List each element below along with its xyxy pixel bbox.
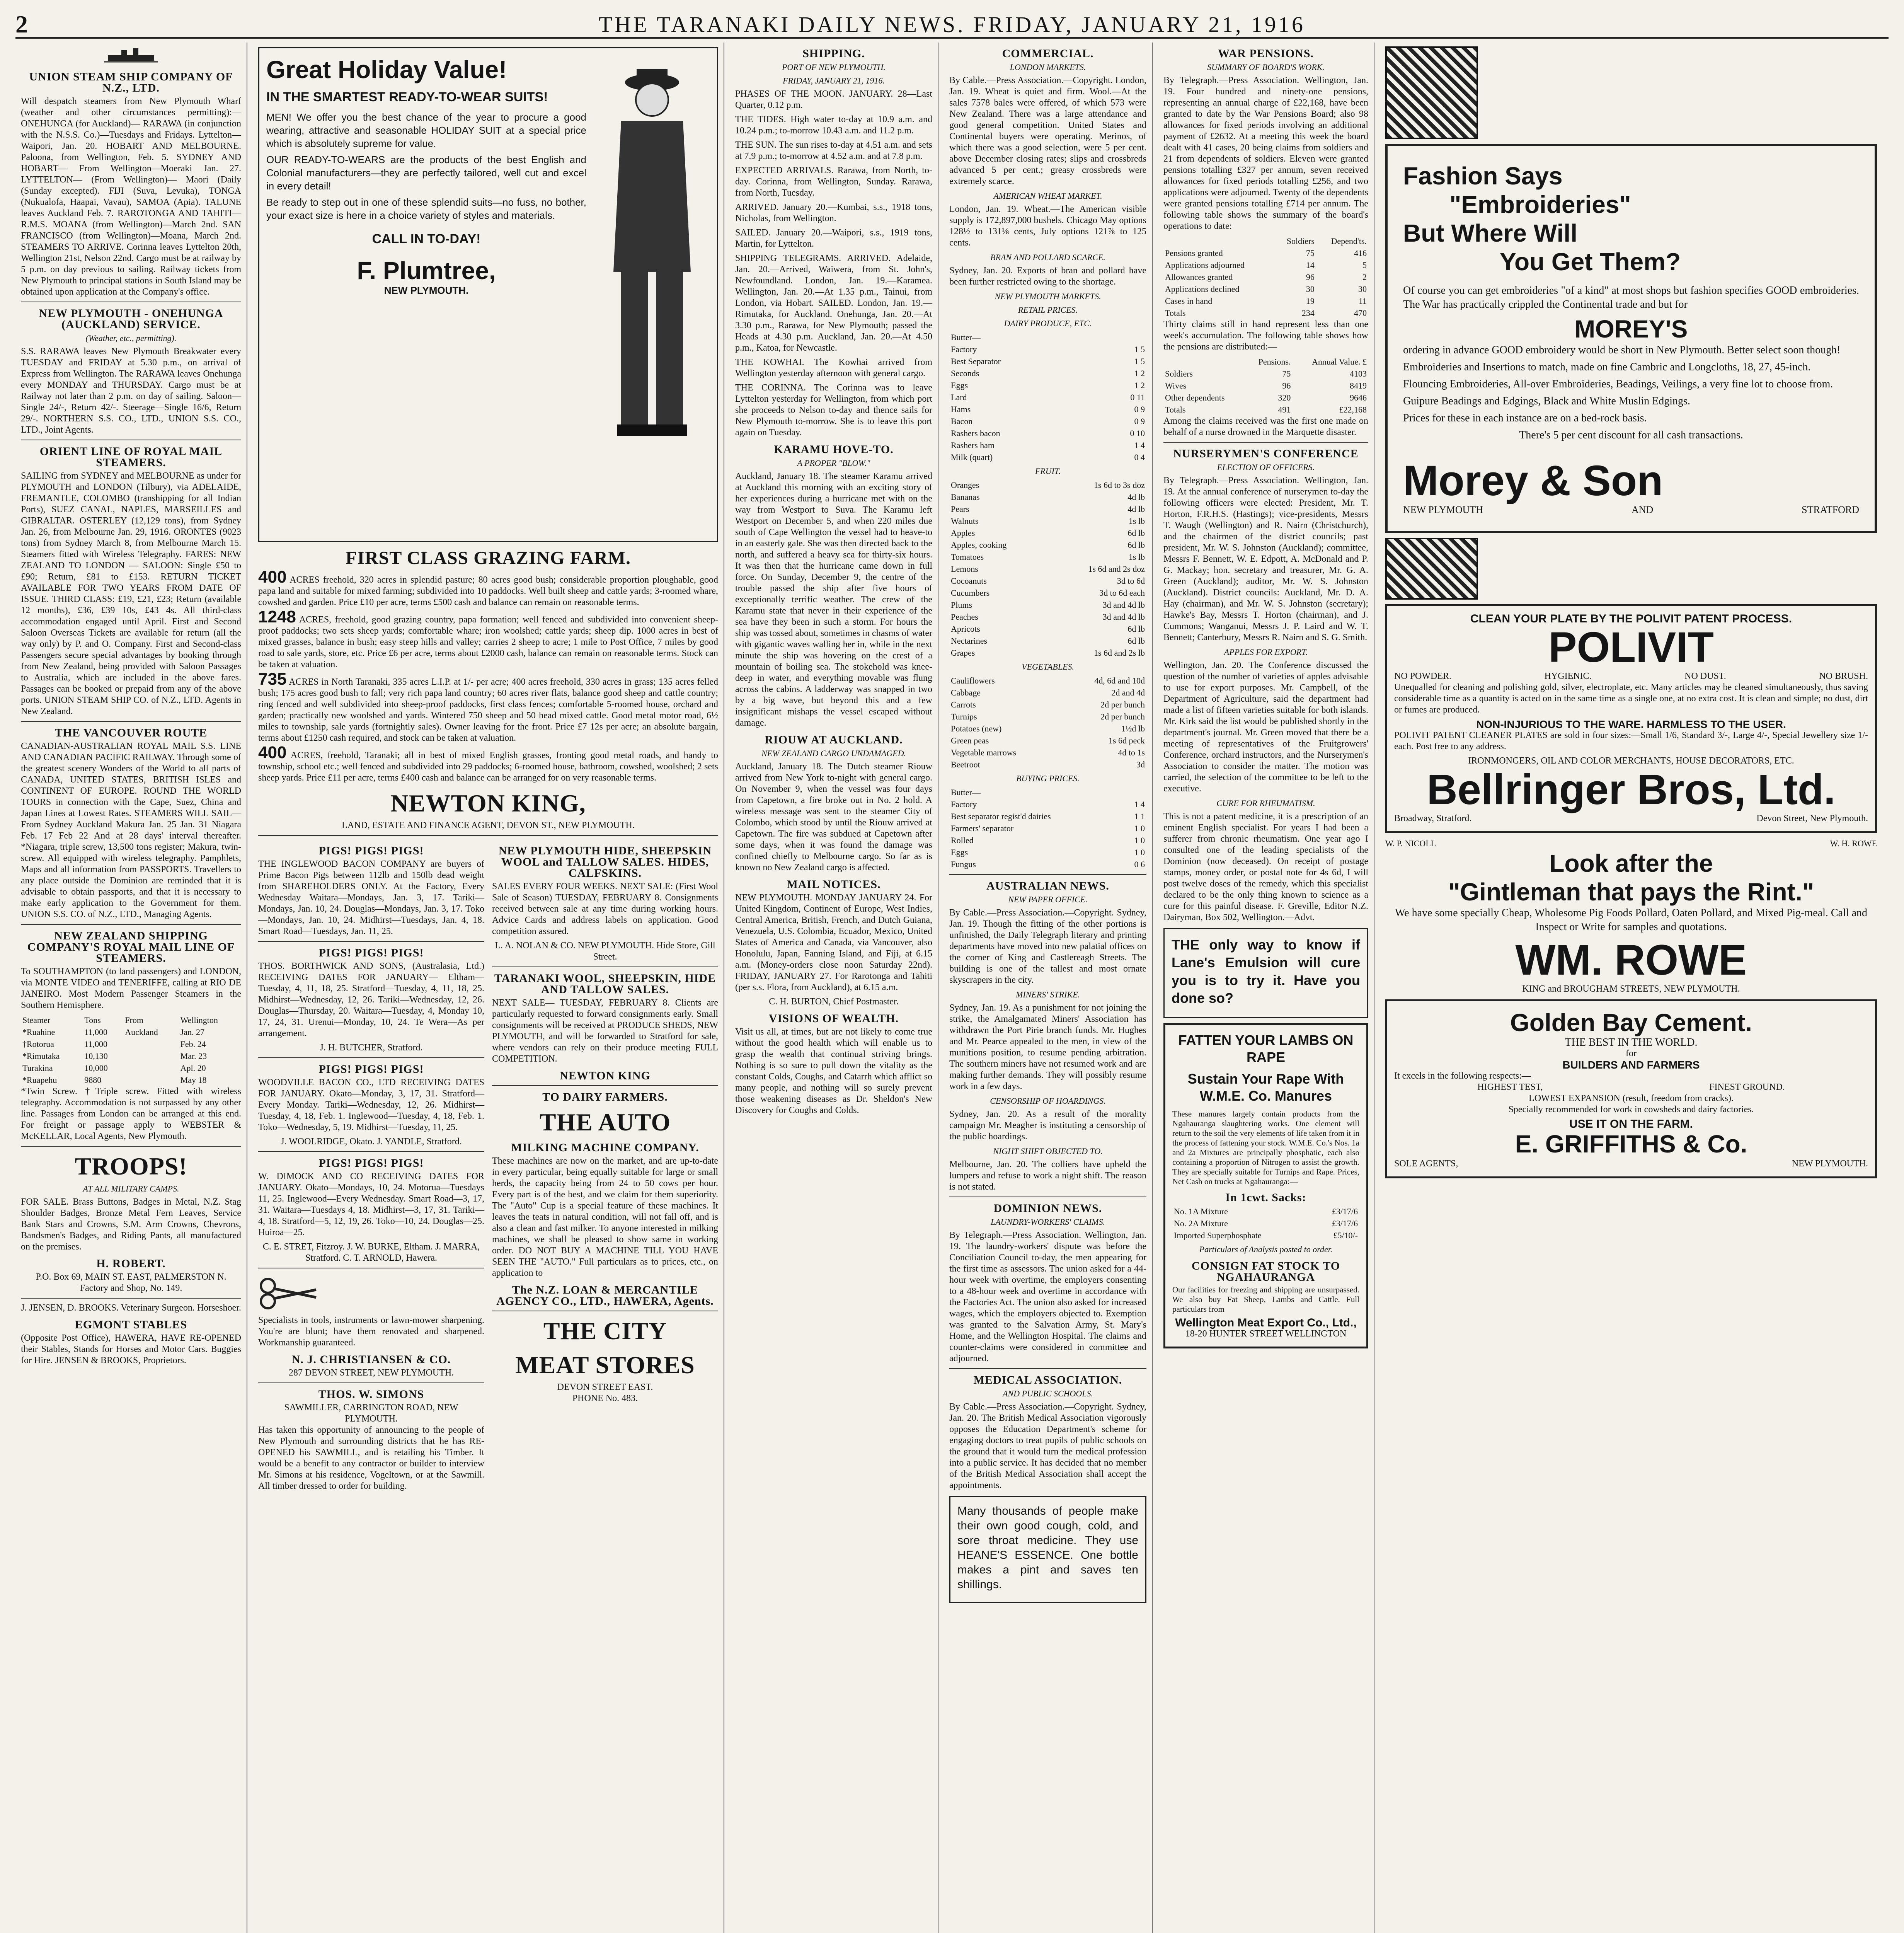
table-row: Imported Superphosphate £5/10/- (1174, 1231, 1358, 1240)
bran-title: BRAN AND POLLARD SCARCE. (990, 252, 1105, 262)
pigs-inglewood-body: THE INGLEWOOD BACON COMPANY are buyers of Prime Bacon Pigs between 112lb and 150lb dead weight from SHAREHOLDERS ONLY. At the Factory, Every Wednesday Waitara—Mondays, Jan. 3, 17. Tariki—Mondays, Jan. 10, 24. Douglas—Mondays, Jan. 3, 17. Toko—Mondays, Jan. 10, 24. Midhirst—Tuesdays, Jan. 4, 18. Smart Road—Tuesdays, Jan. 11, 25. (258, 859, 484, 936)
bellringer-addresses: Broadway, Stratford. Devon Street, New Plymouth. (1394, 813, 1868, 823)
rheumatism-body: This is not a patent medicine, it is a prescription of an eminent English specialist. For years I had been a sufferer from chronic rheumatism. One year ago I consulted one of the leading specialists of the Dominion (now deceased). On receipt of postage stamps, money order, or postal note for 4s 6d, I will post twelve doses of the remedy, which this specialist declared to be the only thing known to science as a cure for this painful disease. F. Greville, Editor N.Z. Dairyman, Box 502, Wellington.—Advt. (1163, 811, 1368, 922)
pensions-table-2 (1163, 356, 1368, 416)
fruit-title: FRUIT. (1035, 466, 1061, 476)
table-row: Butter— (951, 332, 981, 342)
fruit-table (949, 479, 1146, 659)
table-row: Lemons 1s 6d and 2s doz (951, 564, 1145, 574)
nurserymen-sub: ELECTION OF OFFICERS. (1217, 462, 1315, 472)
simons-title: SAWMILLER, CARRINGTON ROAD, NEW PLYMOUTH. (284, 1403, 458, 1424)
pigs-borthwick-body: THOS. BORTHWICK AND SONS, (Australasia, Ltd.) RECEIVING DATES FOR JANUARY— Eltham—Tuesday, 4, 11, 18, 25. Stratford—Tuesday, 4, 11, 18, 25. Midhirst—Wednesday, 12, 26. Tariki—Wednesday, 12, 26. Douglas—Thursday, 20. Waitara—Tuesday, 4, Monday 10, 17, 24, 31. Urenui—Monday, 10, 24. Te Wera—As per arrangement. (258, 961, 484, 1038)
bran-body: Sydney, Jan. 20. Exports of bran and pollard have been further restricted owing to the shortage. (949, 266, 1146, 287)
dairy-title: DAIRY PRODUCE, ETC. (1004, 319, 1092, 328)
riouw-title: RIOUW AT AUCKLAND. (765, 733, 903, 746)
table-row: Apricots 6d lb (951, 624, 1145, 634)
column-shipping-news (730, 43, 938, 1933)
rheumatism-title: CURE FOR RHEUMATISM. (1216, 798, 1315, 808)
table-row: Bacon 0 9 (951, 416, 1145, 426)
rape-sub: Sustain Your Rape With W.M.E. Co. Manures (1187, 1071, 1344, 1104)
table-row: Cases in hand 19 11 (1165, 296, 1367, 306)
medical-title: MEDICAL ASSOCIATION. (973, 1374, 1122, 1386)
commercial-title: COMMERCIAL. (1002, 47, 1094, 60)
table-row: Vegetable marrows 4d to 1s (951, 748, 1145, 757)
hides1-body: SALES EVERY FOUR WEEKS. NEXT SALE: (First Wool Sale of Season) TUESDAY, FEBRUARY 8. Consignments received between sale at any time during working hours. Advice Cards and address labels on application. Good competition assured. (492, 881, 718, 936)
shipping-title: SHIPPING. (802, 47, 865, 60)
table-row: Seconds 1 2 (951, 368, 1145, 378)
man-in-suit-illustration (594, 55, 710, 442)
table-row: Walnuts 1s lb (951, 516, 1145, 526)
plumtree-town: NEW PLYMOUTH. (384, 285, 469, 296)
troops-name: H. ROBERT. (96, 1257, 166, 1270)
table-row: Lard 0 11 (951, 392, 1145, 402)
onehunga-body: S.S. RARAWA leaves New Plymouth Breakwater every TUESDAY and FRIDAY at 5.30 p.m., on arrival of Express from Wellington. The RARAWA leaves Onehunga every MONDAY and THURSDAY. Cargo must be at Railway not later than 2 p.m. on day of sailing. Saloon—Single 24/-, Return 42/-. Steerage—Single 16/6, Return 29/-. NORTHERN S.S. CO., LTD., UNION S.S. CO., LTD., Joint Agents. (21, 346, 241, 435)
karamu-sub: A PROPER "BLOW." (797, 458, 870, 468)
rowe-body: We have some specially Cheap, Wholesome Pig Foods Pollard, Oaten Pollard, and Mixed Pig-meal. Call and Inspect or Write for samples and quotations. (1395, 907, 1867, 933)
medical-sub: AND PUBLIC SCHOOLS. (1002, 1389, 1093, 1398)
rape-consign-body: Our facilities for freezing and shipping are unsurpassed. We also buy Fat Sheep, Lambs and Cattle. Full particulars from (1172, 1285, 1359, 1314)
table-row: Pears 4d lb (951, 504, 1145, 514)
decorative-ornament-icon (1385, 538, 1478, 600)
plumtree-headline: Great Holiday Value! (266, 56, 507, 84)
cement-title: Golden Bay Cement. (1510, 1009, 1752, 1036)
morey-line-2: "Embroideries" (1449, 191, 1631, 218)
morey-body-2: ordering in advance GOOD embroidery would be short in New Plymouth. Better select soon though! (1403, 344, 1841, 356)
farm-title: FIRST CLASS GRAZING FARM. (346, 548, 631, 568)
wheat-title: AMERICAN WHEAT MARKET. (993, 191, 1102, 201)
troops-body: FOR SALE. Brass Buttons, Badges in Metal, N.Z. Stag Shoulder Badges, Bronze Metal Fern Leaves, Service Bank Stars and Crowns, S.M. Arm Crowns, Chevrons, Bandsmen's Badges, and Riding Pants, all manufactured on the premises. (21, 1197, 241, 1252)
jensen-body: (Opposite Post Office), HAWERA, HAVE RE-OPENED their Stables, Stands for Horses and Motor Cars. Buggies for Hire. JENSEN & BROOKS, Proprietors. (21, 1333, 241, 1365)
table-row: Turnips 2d per bunch (951, 712, 1145, 721)
plumtree-body-1: MEN! We offer you the best chance of the year to procure a good wearing, attractive and seasonable HOLIDAY SUIT at a special price which is absolutely supreme for value. (266, 111, 586, 149)
pigs-borthwick-title: PIGS! PIGS! PIGS! (318, 946, 424, 959)
paper-title: NEW PAPER OFFICE. (1008, 895, 1088, 904)
pensions-title: WAR PENSIONS. (1218, 47, 1314, 60)
column-ads-wide (253, 43, 724, 1933)
city-title: THE CITY (543, 1317, 667, 1345)
table-row: Totals 234 470 (1165, 308, 1367, 318)
city-address: DEVON STREET EAST. (557, 1382, 653, 1392)
night-body: Melbourne, Jan. 20. The colliers have upheld the lumpers and refuse to work a night shift. The reason is not stated. (949, 1159, 1146, 1192)
night-title: NIGHT SHIFT OBJECTED TO. (993, 1146, 1103, 1156)
table-row: Eggs 1 0 (951, 847, 1145, 857)
expected-arrivals: EXPECTED ARRIVALS. Rarawa, from North, to-day. Corinna, from Wellington, Sunday. Rarawa, from North, Tuesday. (735, 165, 932, 198)
hides2-title: TARANAKI WOOL, SHEEPSKIN, HIDE AND TALLOW SALES. (494, 972, 716, 996)
newspaper-title: THE TARANAKI DAILY NEWS. FRIDAY, JANUARY 21, 1916 (598, 12, 1306, 37)
farm-listings (258, 568, 718, 784)
cement-for: for (1626, 1048, 1637, 1059)
kowhai: THE KOWHAI. The Kowhai arrived from Wellington yesterday afternoon with general cargo. (735, 357, 932, 378)
newton-king-firm: NEWTON KING, (390, 789, 586, 817)
table-row: Peaches 3d and 4d lb (951, 612, 1145, 622)
table-row: Rashers bacon 0 10 (951, 428, 1145, 438)
nzshipping-body: To SOUTHAMPTON (to land passengers) and LONDON, via MONTE VIDEO and TENERIFFE, calling at RIO DE JANEIRO. Most Modern Passenger Steamers in the Southern Hemisphere. (21, 966, 241, 1010)
nurserymen-body: By Telegraph.—Press Association. Wellington, Jan. 19. At the annual conference of nurserymen to-day the following officers were elected: President, Mr. T. Horton, F.R.H.S. (Hastings); vice-presidents, Messrs T. Waugh (Wellington) and R. Nairn (Christchurch), and the chairmen of the district councils; past president, Mr. W. S. Johnston (Auckland); committee, Messrs F. Bennett, W. E. Edpott, A. McDonald and P. G. Mackay; hon. secretary and treasurer, Mr. G. A. Green (Auckland); auditor, Mr. W. S. Johnston (Auckland). District councils: Auckland, Mr. D. A. Hay (chairman), and Mr. W. S. Johnston (secretary); Hawke's Bay, Messrs T. Horton (chairman), and J. Cummons; Wanganui, Messrs J. P. Laird and W. T. Bennett; Canterbury, Messrs R. Nairn and S. G. Smith. (1163, 476, 1368, 643)
pigs-dimock-agent: C. E. STRET, Fitzroy. J. W. BURKE, Eltham. J. MARRA, Stratford. C. T. ARNOLD, Hawera. (262, 1242, 480, 1263)
pigs-borthwick-agent: J. H. BUTCHER, Stratford. (320, 1043, 423, 1053)
postmaster: C. H. BURTON, Chief Postmaster. (769, 997, 899, 1007)
sales-column (492, 840, 718, 1495)
city-title-2: MEAT STORES (515, 1351, 695, 1379)
city-phone: PHONE No. 483. (572, 1393, 638, 1403)
table-row: Fungus 0 6 (951, 859, 1145, 869)
steamship-icon (21, 43, 241, 66)
lanes-ad (1163, 928, 1368, 1018)
buying-title: BUYING PRICES. (1016, 774, 1080, 783)
table-row: *Ruapehu 9880 May 18 (22, 1075, 207, 1085)
pensions-body-2: Thirty claims still in hand represent less than one week's accumulation. The following table shows how the pensions are distributed:— (1163, 319, 1368, 352)
morey-body-5: Guipure Beadings and Edgings, Black and White Muslin Edgings. (1403, 395, 1690, 407)
shipping-port: PORT OF NEW PLYMOUTH. (782, 62, 886, 72)
plumtree-call: CALL IN TO-DAY! (372, 232, 481, 246)
table-row: Oranges 1s 6d to 3s doz (951, 480, 1145, 490)
troops-sub: AT ALL MILITARY CAMPS. (83, 1184, 179, 1193)
lanes-text: THE only way to know if Lane's Emulsion will cure you is to try it. Have you done so? (1172, 937, 1360, 1006)
mail-title: MAIL NOTICES. (787, 878, 881, 891)
morey-body-3: Embroideries and Insertions to match, made on fine Cambric and Longcloths, 18, 27, 45-inch. (1403, 361, 1811, 373)
laundry-body: By Telegraph.—Press Association. Wellington, Jan. 19. The laundry-workers' dispute was before the Conciliation Council to-day, the men appearing for the first time as assessors. The union asked for a 44-hour week with overtime, the employers consenting to a 48-hour week and overtime in accordance with the Factories Act. The union also asked for increased wages, which the employers objected to. Exemption was granted to the Salvation Army, St. Mary's Home, and the Wellington Hospital. The claims and counter-claims were considered in committee and adjourned. (949, 1230, 1146, 1364)
karamu-title: KARAMU HOVE-TO. (774, 443, 894, 456)
table-row: Nectarines 6d lb (951, 636, 1145, 646)
veg-table (949, 675, 1146, 770)
sun: THE SUN. The sun rises to-day at 4.51 a.m. and sets at 7.9 p.m.; to-morrow at 4.52 a.m. and at 7.8 p.m. (735, 140, 932, 161)
columns (15, 43, 1889, 1933)
london-markets-title: LONDON MARKETS. (1010, 62, 1086, 72)
polivit-claims: NO POWDER. HYGIENIC. NO DUST. NO BRUSH. (1394, 671, 1868, 681)
apples-title: APPLES FOR EXPORT. (1224, 647, 1308, 657)
medical-body: By Cable.—Press Association.—Copyright. Sydney, Jan. 20. The British Medical Association vigorously opposes the Education Department's scheme for engaging doctors to treat pupils of public schools on the ground that it would turn the medical profession into a public service. It has decided that no member of the British Medical Association shall accept the appointments. (949, 1402, 1146, 1490)
table-row: Tomatoes 1s lb (951, 552, 1145, 562)
table-row: Plums 3d and 4d lb (951, 600, 1145, 610)
polivit-ad (1385, 604, 1877, 833)
polivit-sold: IRONMONGERS, OIL AND COLOR MERCHANTS, HOUSE DECORATORS, ETC. (1468, 756, 1794, 766)
dairy-table (949, 331, 1146, 463)
rowe-name: WM. ROWE (1515, 936, 1747, 984)
rowe-line-1: Look after the (1549, 849, 1713, 877)
rape-firm: Wellington Meat Export Co., Ltd., (1175, 1316, 1357, 1329)
table-row: Butter— (951, 788, 981, 797)
table-row: Cauliflowers 4d, 6d and 10d (951, 676, 1145, 685)
page-number: 2 (15, 10, 28, 38)
plumtree-body-2: OUR READY-TO-WEARS are the products of the best English and Colonial manufacturers—they are perfectly tailored, well cut and excel in every detail! (266, 154, 586, 192)
morey-firm: Morey & Son (1403, 457, 1663, 505)
farm-listing: 735 ACRES in North Taranaki, 335 acres L.I.P. at 1/- per acre; 400 acres freehold, 330 acres in grass; 135 acres felled bush; 175 acres good bush to fall; very rich papa land country; 60 acres river flats, balance good sheep and cattle country; ring fenced and well subdivided into sheep-proof paddocks, first class fences; comfortable 5-roomed house, orchard and garden; practically new woolshed and yards. Wintered 750 sheep and 50 head mixed cattle. Good metal motor road, 6½ miles to township, sale yards (fortnightly sales). Owner leaving for the front. Price £7 12s per acre; an absolute bargain, terms about £1250 cash required, and stock can be taken at valuation. (258, 670, 718, 743)
pensions-body: By Telegraph.—Press Association. Wellington, Jan. 19. Four hundred and ninety-one pensions, representing an annual charge of £22,168, have been granted to date by the War Pensions Board; also 98 allowances for fixed periods involving an additional payment of £2632. At a meeting this week the board dealt with 41 cases, 20 being claims from soldiers and 21 from dependents of soldiers. Eleven were granted pensions totalling £327 per annum, seven received allowances for fixed periods totalling £256, and two applications were adjourned. Twenty of the dependents were granted pensions totalling £714 per annum. The following table shows the summary of the board's operations to date: (1163, 75, 1368, 231)
paper-body: By Cable.—Press Association.—Copyright. Sydney, Jan. 19. Though the fitting of the other portions is unfinished, the Daily Telegraph literary and printing departments have moved into new palatial offices on the corner of King and Castlereagh Streets. The building is one of the tallest and most ornate skyscrapers in the city. (949, 908, 1146, 985)
australian-title: AUSTRALIAN NEWS. (986, 880, 1109, 892)
rowe-line-2: "Gintleman that pays the Rint." (1448, 878, 1814, 906)
pensions-sub: SUMMARY OF BOARD'S WORK. (1207, 62, 1325, 72)
veg-title: VEGETABLES. (1022, 662, 1074, 672)
decorative-ornament-icon (1385, 46, 1478, 139)
morey-body: Of course you can get embroideries "of a kind" at most shops but fashion specifies GOOD embroideries. The War has practically crippled the Continental trade and but for (1403, 285, 1859, 310)
table-row: Pensions granted 75 416 (1165, 248, 1367, 258)
table-row: Best separator regist'd dairies 1 1 (951, 811, 1145, 821)
rape-address: 18-20 HUNTER STREET WELLINGTON (1185, 1329, 1347, 1339)
table-header-row: Steamer Tons From Wellington (22, 1015, 218, 1025)
hides2-firm: NEWTON KING (560, 1069, 651, 1082)
table-row: Rashers ham 1 4 (951, 440, 1145, 450)
table-row: Apples, cooking 6d lb (951, 540, 1145, 550)
laundry-title: LAUNDRY-WORKERS' CLAIMS. (990, 1217, 1105, 1227)
heane-ad (949, 1496, 1146, 1603)
vancouver-body: CANADIAN-AUSTRALIAN ROYAL MAIL S.S. LINE AND CANADIAN PACIFIC RAILWAY. Through some of the greatest scenery Wonders of the World to all parts of CANADA, UNITED STATES, BRITISH ISLES and CONTINENT OF EUROPE. ROUND THE WORLD TOURS in connection with the Cape, Suez, China and Japan Lines at Lowest Rates. STEAMERS WILL SAIL— From Sydney Auckland Makura Jan. 25 Jan. 31 Niagara Feb. 17 Feb 22 And at 28 days' interval thereafter. *Niagara, triple screw, 13,500 tons register; Makura, twin-screw. All equipped with wireless telegraphy. Pamphlets, Maps and all information from PASSPORTS. Travellers to any place outside the Dominion are reminded that it is advisable to obtain passports, and that it is necessary to make early application to the Government for them. UNION S.S. CO. of N.Z., LTD., Managing Agents. (21, 741, 241, 919)
auto-sub: MILKING MACHINE COMPANY. (511, 1141, 699, 1154)
table-row: †Rotorua 11,000 Feb. 24 (22, 1039, 206, 1049)
nurserymen-title: NURSERYMEN'S CONFERENCE (1173, 447, 1359, 460)
hides1-title: NEW PLYMOUTH HIDE, SHEEPSKIN WOOL and TALLOW SALES. HIDES, CALFSKINS. (498, 844, 712, 880)
wheat-body: London, Jan. 19. Wheat.—The American visible supply is 172,897,000 bushels. Chicago May options 128½ to 131⅛ cents, July options 121⅞ to 125 cents. (949, 204, 1146, 248)
polivit-headline: CLEAN YOUR PLATE BY THE POLIVIT PATENT PROCESS. (1470, 612, 1792, 625)
rowe-names: W. P. NICOLL W. H. ROWE (1385, 839, 1877, 848)
polivit-harmless: NON-INJURIOUS TO THE WARE. HARMLESS TO THE USER. (1476, 718, 1786, 730)
onehunga-sub: (Weather, etc., permitting). (85, 333, 177, 343)
table-row: Applications adjourned 14 5 (1165, 260, 1367, 270)
orient-body: SAILING from SYDNEY and MELBOURNE as under for PLYMOUTH and LONDON (Tilbury), via ADELAIDE, FREMANTLE, COLOMBO (transhipping for all Indian Ports), SUEZ CANAL, NAPLES, MARSEILLES and GIBRALTAR. OSTERLEY (12,129 tons), from Sydney Jan. 26, from Melbourne Jan. 29, 1916. ORONTES (9023 tons) from Sydney March 8, from Melbourne March 15. Steamers fitted with Wireless Telegraphy. FARES: NEW ZEALAND TO LONDON — SALOON: Single £50 to £90; Return, £81 to £153. RETURN TICKET AVAILABLE FOR TWO YEARS FROM DATE OF ISSUE. THIRD CLASS: £19, £21, £23; Return (available 12 months), £36, £39 10s, £43 4s. All third-class accommodation engaged until April. First and Second Saloon Overseas Tickets are available for return (all the way only) by P. and O. Company. First and Second-class Passengers secure special advantages by booking through from New Zealand, being provided with Saloon Passages to Australia, which are included in the above fares. Passages can be booked or prepaid from any of the above ports. UNION STEAM SHIP CO. of N.Z., LTD. Agents in New Zealand. (21, 471, 241, 716)
scissors-icon (258, 1272, 484, 1315)
riouw-sub: NEW ZEALAND CARGO UNDAMAGED. (761, 748, 906, 758)
table-row: Other dependents 320 9646 (1165, 393, 1367, 402)
table-row: Bananas 4d lb (951, 492, 1145, 502)
morey-body-7: There's 5 per cent discount for all cash transactions. (1519, 429, 1743, 441)
cement-results: HIGHEST TEST, FINEST GROUND. (1477, 1082, 1785, 1092)
newton-king-sub: LAND, ESTATE AND FINANCE AGENT, DEVON ST., NEW PLYMOUTH. (342, 820, 635, 830)
christiansen-address: 287 DEVON STREET, NEW PLYMOUTH. (288, 1368, 454, 1378)
retail-title: RETAIL PRICES. (1018, 305, 1078, 315)
column-commercial (944, 43, 1153, 1933)
rape-consign: CONSIGN FAT STOCK TO NGAHAURANGA (1191, 1260, 1340, 1284)
hides2-body: NEXT SALE— TUESDAY, FEBRUARY 8. Clients are particularly requested to forward consignments early. Small consignments will be received at PRODUCE SHEDS, NEW PLYMOUTH, and will be forwarded to Stratford for sale, where vendors can rely on their produce meeting FULL COMPETITION. (492, 998, 718, 1064)
table-row: Farmers' separator 1 0 (951, 823, 1145, 833)
censor-title: CENSORSHIP OF HOARDINGS. (990, 1096, 1106, 1106)
tides: THE TIDES. High water to-day at 10.9 a.m. and 10.24 p.m.; to-morrow 10.43 a.m. and 11.2 p.m. (735, 114, 932, 136)
buying-table (949, 786, 1146, 870)
london-markets-body: By Cable.—Press Association.—Copyright. London, Jan. 19. Wheat is quiet and firm. Wool.—At the sales 7578 bales were offered, of which 573 were New Zealand. There was a large attendance and good general competition. United States and Continental buyers were operating. Merinos, of which there was a good selection, were 5 per cent. above December closing rates; slips and crossbreds advanced 5 per cent.; greasy crossbreds were extremely scarce. (949, 75, 1146, 186)
arrived: ARRIVED. January 20.—Kumbai, s.s., 1918 tons, Nicholas, from Wellington. (735, 202, 932, 223)
table-header-row: Pensions. Annual Value. £ (1258, 357, 1367, 366)
table-header-row: Soldiers Depend'ts. (1286, 236, 1367, 246)
morey-line-3: But Where Will (1403, 219, 1577, 247)
troops-address: P.O. Box 69, MAIN ST. EAST, PALMERSTON N. Factory and Shop, No. 149. (36, 1272, 227, 1293)
morey-body-4: Flouncing Embroideries, All-over Embroideries, Beadings, Veilings, a very fine lot to choose from. (1403, 378, 1833, 390)
farm-listing: 400 ACRES, freehold, Taranaki; all in best of mixed English grasses, fronting good metal roads, and handy to township, school etc.; well fenced and subdivided into 29 paddocks; 6-roomed house, bathroom, cowshed, woolshed; 2 sets sheep yards. Price £11 per acre, terms £400 cash and balance can be arranged for on very reasonable terms. (258, 743, 718, 783)
shipping-telegrams: SHIPPING TELEGRAMS. ARRIVED. Adelaide, Jan. 20.—Arrived, Waiwera, from St. John's, Newfoundland. London, Jan. 19.—Karamea. Wellington, Jan. 20.—At 1.35 p.m., Tainui, from London, via Hobart. SAILED. London, Jan. 19.—Rimutaka, for Auckland. Onehunga, Jan. 20.—At 3.30 p.m., Rarawa, for New Plymouth; passed the Heads at 4.30 p.m. Auckland, Jan. 20.—At 4.50 p.m., Katoa, for Newcastle. (735, 253, 932, 353)
pigs-column (258, 840, 484, 1495)
table-row: Green peas 1s 6d peck (951, 736, 1145, 745)
auto-body: These machines are now on the market, and are up-to-date in every particular, being equally suitable for large or small herds, the capacity being from 24 to 50 cows per hour. Every part is of the best, and we claim for them superiority. The "Auto" Cup is a special feature of these machines. It leaves the teats in natural condition, will not fall off, and is also a clean and fast milker. To anyone interested in milking machines, we shall be pleased to show same in working order. DO NOT BUY A MACHINE TILL YOU HAVE SEEN THE "AUTO." Full particulars as to prices, etc., on application to (492, 1156, 718, 1278)
cement-body: Specially recommended for work in cowsheds and dairy factories. (1508, 1105, 1754, 1115)
rape-manure-ad (1163, 1023, 1368, 1348)
cement-excels: It excels in the following respects:— (1394, 1071, 1531, 1081)
rape-footer: Particulars of Analysis posted to order. (1199, 1244, 1333, 1254)
apples-body: Wellington, Jan. 20. The Conference discussed the question of the number of varieties of apples advisable to use for export purposes. Mr. Campbell, of the Department of Agriculture, said the department had made a list of fifteen varieties suitable for both islands. Mr. Kirk said the list would be published shortly in the department's journal. Mr. Green moved that there be a meeting of representatives of the Fruitgrowers' Conference, orchard instructors, and the Nurserymen's Association to consider the matter. The motion was carried, the selection of the committee to be left to the executive. (1163, 660, 1368, 794)
visions-title: VISIONS OF WEALTH. (768, 1012, 899, 1025)
griffiths-firm: E. GRIFFITHS & Co. (1515, 1130, 1747, 1158)
auto-title: THE AUTO (539, 1108, 671, 1136)
heane-text: Many thousands of people make their own good cough, cold, and sore throat medicine. They use HEANE'S ESSENCE. One bottle makes a pint and saves ten shillings. (957, 1505, 1138, 1591)
table-row: Beetroot 3d (951, 760, 1145, 769)
morey-name: MOREY'S (1574, 315, 1688, 343)
table-row: No. 1A Mixture £3/17/6 (1174, 1207, 1358, 1216)
cement-result-3: LOWEST EXPANSION (result, freedom from cracks). (1529, 1093, 1734, 1103)
column-display-ads (1380, 43, 1882, 1933)
dominion-title: DOMINION NEWS. (993, 1202, 1102, 1215)
riouw-body: Auckland, January 18. The Dutch steamer Riouw arrived from New York to-night with general cargo. On November 9, when the vessel was four days from Capetown, a fire broke out in No. 2 hold. A wireless message was sent to the steamer City of Colombo, which stood by until the Riouw arrived at Capetown. The fire was subdued at Capetown after some days, when it was found the damage was confined chiefly to Melbourne cargo. So far as is known no New Zealand cargo is affected. (735, 762, 932, 873)
jensen-title: EGMONT STABLES (75, 1318, 187, 1331)
table-row: Allowances granted 96 2 (1165, 272, 1367, 282)
mail-body: NEW PLYMOUTH. MONDAY JANUARY 24. For United Kingdom, Continent of Europe, West Indies, Central America, British, French, and Dutch Guiana, Venezuela, U.S. Colombia, Ecuador, Mexico, United States of America and Canada, via Vancouver, also Honolulu, Japan, Fanning Island, and Fiji, at 6.15 a.m. (Money-orders close noon Saturday 22nd). FRIDAY, JANUARY 27. For Rarotonga and Tahiti (per s.s. Flora, from Auckland), at 6.15 a.m. (735, 893, 932, 992)
shipping-date: FRIDAY, JANUARY 21, 1916. (782, 76, 885, 85)
polivit-sizes: POLIVIT PATENT CLEANER PLATES are sold in four sizes:—Small 1/6, Standard 3/-, Large 4/-, Special Jewellery size 1/- each. Post free to any address. (1394, 730, 1868, 752)
cement-ad (1385, 999, 1877, 1178)
cement-use: USE IT ON THE FARM. (1569, 1118, 1693, 1130)
cement-tagline: THE BEST IN THE WORLD. (1565, 1036, 1698, 1048)
column-shipping-ads (15, 43, 247, 1933)
np-markets-title: NEW PLYMOUTH MARKETS. (995, 291, 1101, 301)
orient-title: ORIENT LINE OF ROYAL MAIL STEAMERS. (39, 445, 223, 469)
table-row: Applications declined 30 30 (1165, 284, 1367, 294)
table-row: *Rimutaka 10,130 Mar. 23 (22, 1051, 207, 1061)
table-row: Cocoanuts 3d to 6d (951, 576, 1145, 586)
rape-body: These manures largely contain products from the Ngahauranga slaughtering works. One element will return to the soil the very elements of life taken from it in the process of fattening your stock. W.M.E. Co.'s Nos. 1a and 2a Mixtures are principally phosphatic, each also containing a proportion of Nitrogen to assist the growth. They are specially suitable for Turnips and Rape. Prices, Net Cash on trucks at Ngahauranga:— (1172, 1109, 1359, 1186)
morey-line-1: Fashion Says (1403, 162, 1563, 190)
nzshipping-title: NEW ZEALAND SHIPPING COMPANY'S ROYAL MAIL LINE OF STEAMERS. (27, 929, 235, 965)
pensions-table-1 (1163, 235, 1368, 319)
table-row: Factory 1 5 (951, 344, 1145, 354)
plumtree-tagline: IN THE SMARTEST READY-TO-WEAR SUITS! (266, 90, 548, 104)
auto-firm: The N.Z. LOAN & MERCANTILE AGENCY CO., LTD., HAWERA, Agents. (496, 1284, 714, 1307)
masthead (15, 12, 1889, 39)
sailed: SAILED. January 20.—Waipori, s.s., 1919 tons, Martin, for Lyttelton. (735, 228, 932, 249)
table-row: Grapes 1s 6d and 2s lb (951, 648, 1145, 658)
table-row: Potatoes (new) 1½d lb (951, 724, 1145, 733)
pigs-woodville-agent: J. WOOLRIDGE, Okato. J. YANDLE, Stratford. (281, 1137, 462, 1147)
moon-phases: PHASES OF THE MOON. JANUARY. 28—Last Quarter, 0.12 p.m. (735, 89, 932, 110)
table-row: Turakina 10,000 Apl. 20 (22, 1063, 206, 1073)
cement-users: BUILDERS AND FARMERS (1562, 1059, 1700, 1071)
miners-title: MINERS' STRIKE. (1015, 990, 1080, 999)
farm-listing: 400 ACRES freehold, 320 acres in splendid pasture; 80 acres good bush; considerable proportion ploughable, good papa land and suitable for mixed farming; subdivided into 10 paddocks. Well built sheep and cattle yards; 3-roomed whare, cowshed and garden. Price £10 per acre, terms £500 cash and balance can remain on reasonable terms. (258, 568, 718, 607)
simons-body: Has taken this opportunity of announcing to the people of New Plymouth and surrounding districts that he has RE-OPENED his SAWMILL, and is retailing his Timber. It would be a benefit to any contractor or builder to interview Mr. Simons at his residence, Vogeltown, or at the Sawmill. All timber dressed to order for building. (258, 1425, 484, 1491)
rape-prices-table (1172, 1205, 1359, 1241)
plumtree-ad (258, 47, 718, 542)
morey-towns: NEW PLYMOUTH AND STRATFORD (1403, 504, 1859, 515)
table-row: Eggs 1 2 (951, 380, 1145, 390)
polivit-body: Unequalled for cleaning and polishing gold, silver, electroplate, etc. Many articles may be cleaned simultaneously, thus saving considerable time as a quantity is acted on in the same time as a single one, at no extra cost. It is clean and simple; no dust, dirt or fumes are produced. (1394, 682, 1868, 715)
table-row: Rolled 1 0 (951, 835, 1145, 845)
hides1-firm: L. A. NOLAN & CO. NEW PLYMOUTH. Hide Store, Gill Street. (495, 941, 715, 962)
pigs-dimock-title: PIGS! PIGS! PIGS! (318, 1157, 424, 1169)
table-row: Cabbage 2d and 4d (951, 688, 1145, 697)
christiansen-body: Specialists in tools, instruments or lawn-mower sharpening. You're are blunt; have them renovated and sharpened. Workmanship guaranteed. (258, 1315, 484, 1348)
table-row: Carrots 2d per bunch (951, 700, 1145, 709)
bellringer-firm: Bellringer Bros, Ltd. (1427, 766, 1836, 813)
simons-firm: THOS. W. SIMONS (318, 1388, 424, 1401)
griffiths-footer: SOLE AGENTS, NEW PLYMOUTH. (1394, 1159, 1868, 1169)
table-row: Apples 6d lb (951, 528, 1145, 538)
nzshipping-footer: *Twin Screw. †Triple screw. Fitted with wireless telegraphy. Accommodation is not surpassed by any other line. Passages from London can be arranged at this end. For freight or passage apply to WEBSTER & McKELLAR, Local Agents, New Plymouth. (21, 1086, 241, 1141)
morey-ad (1385, 144, 1877, 533)
corinna: THE CORINNA. The Corinna was to leave Lyttelton yesterday for Wellington, from which port she proceeds to Nelson to-day and thence sails for New Plymouth to-morrow. She is to leave this port again on Tuesday. (735, 383, 932, 438)
table-row: Totals 491 £22,168 (1165, 405, 1367, 414)
polivit-name: POLIVIT (1548, 624, 1714, 671)
union-title: UNION STEAM SHIP COMPANY OF N.Z., LTD. (29, 70, 233, 94)
censor-body: Sydney, Jan. 20. As a result of the morality campaign Mr. Meagher is instituting a censorship of the public hoardings. (949, 1109, 1146, 1142)
table-row: Hams 0 9 (951, 404, 1145, 414)
pigs-woodville-body: WOODVILLE BACON CO., LTD RECEIVING DATES FOR JANUARY. Okato—Monday, 3, 17, 31. Stratford—Every Monday. Tariki—Wednesday, 12, 26. Midhirst—Tuesday, 4, 18, Feb. 1. Inglewood—Tuesday, 4, 18, Feb. 1. Toko—Wednesday, 5, 19. Midhirst—Tuesday, 11, 25. (258, 1077, 484, 1132)
table-row: *Ruahine 11,000 Auckland Jan. 27 (22, 1027, 204, 1037)
pensions-body-3: Among the claims received was the first one made on behalf of a nurse drowned in the Marquette disaster. (1163, 416, 1368, 437)
table-row: Wives 96 8419 (1165, 381, 1367, 390)
table-row: Soldiers 75 4103 (1165, 369, 1367, 378)
rape-title: FATTEN YOUR LAMBS ON RAPE (1178, 1032, 1354, 1065)
table-row: No. 2A Mixture £3/17/6 (1174, 1219, 1358, 1228)
rape-prices-title: In 1cwt. Sacks: (1225, 1191, 1306, 1204)
jensen-names: J. JENSEN, D. BROOKS. Veterinary Surgeon. Horseshoer. (21, 1303, 241, 1313)
morey-body-6: Prices for these in each instance are on a bed-rock basis. (1403, 412, 1647, 424)
pigs-dimock-body: W. DIMOCK AND CO RECEIVING DATES FOR JANUARY. Okato—Mondays, 10, 24. Motorua—Tuesdays 11, 25. Inglewood—Every Wednesday. Smart Road—3, 17, 31. Waitara—Tuesdays 4, 18. Midhirst—3, 17, 31. Tariki—4, 18. Stratford—5, 12, 19, 26. Toko—10, 24. Douglas—25. Huiroa—25. (258, 1171, 484, 1238)
farm-listing: 1248 ACRES, freehold, good grazing country, papa formation; well fenced and subdivided into convenient sheep-proof paddocks; two sets sheep yards; comfortable whare; iron woolshed; cattle yards; sheep dip. 1000 acres in best of mixed grasses, balance in bush; easy steep hills and valley; carries 2 sheep to acre; 1 mile to Post Office, 7 miles by good road to sale yards, store, etc. Price £6 per acre, terms about £2000 cash, balance can remain on reasonable terms. Stock can be taken at valuation. (258, 607, 718, 670)
visions-body: Visit us all, at times, but are not likely to come true without the good health which will enable us to grasp the wealth that continual striving brings. Nothing is so sure to pull down the vitality as the constant Colds, Coughs, and Catarrh which afflict so many people, and nothing will so surely prevent those weakening diseases as Dr. Sheldon's New Discovery for Coughs and Colds. (735, 1027, 932, 1115)
pigs-inglewood-title: PIGS! PIGS! PIGS! (318, 844, 424, 857)
christiansen-firm: N. J. CHRISTIANSEN & CO. (291, 1353, 451, 1366)
onehunga-title: NEW PLYMOUTH - ONEHUNGA (AUCKLAND) SERVICE. (39, 307, 223, 331)
table-row: Best Separator 1 5 (951, 356, 1145, 366)
morey-line-4: You Get Them? (1500, 248, 1681, 276)
auto-tagline: TO DAIRY FARMERS. (542, 1091, 668, 1103)
vancouver-title: THE VANCOUVER ROUTE (54, 726, 208, 739)
plumtree-body-3: Be ready to step out in one of these splendid suits—no fuss, no bother, your exact size is here in a choice variety of styles and materials. (266, 196, 586, 221)
table-row: Milk (quart) 0 4 (951, 452, 1145, 462)
pigs-woodville-title: PIGS! PIGS! PIGS! (318, 1063, 424, 1076)
plumtree-firm: F. Plumtree, (357, 257, 496, 285)
miners-body: Sydney, Jan. 19. As a punishment for not joining the strike, the Amalgamated Miners' Association has withdrawn the Port Pirie branch funds. Mr. Hughes and Mr. Pearce appealed to the men, in view of the munitions position, to resume pending arbitration. The southern miners have not resumed work and are making further demands. They will possibly resume work in a few days. (949, 1003, 1146, 1091)
nzshipping-table (21, 1014, 241, 1086)
union-body: Will despatch steamers from New Plymouth Wharf (weather and other circumstances permitting):— ONEHUNGA (for Auckland)— RARAWA (in conjunction with the N.S.S. Co.)—Tuesdays and Fridays. Lyttelton—Waipori, Jan. 20. HOBART AND MELBOURNE. Paloona, from Wellington, Feb. 5. SYDNEY AND HOBART— From Wellington—Moeraki Jan. 27. LYTTELTON— (From Wellington)— Maori (Daily (Sunday excepted). FIJI (Suva, Levuka), TONGA (Nukualofa, Haapai, Vavau), SAMOA (Apia). TALUNE leaves Auckland Feb. 7. RAROTONGA AND TAHITI— R.M.S. MOANA (from Wellington)—March 2nd. SAN FRANCISCO (from Wellington)—Moana, March 2nd. STEAMERS TO ARRIVE. Corinna leaves Lyttelton 20th, Wellington 21st, Nelson 22nd. Cargo must be at railway by 5 p.m. on day previous to sailing. Railway tickets from New Plymouth to principal stations in South Island may be obtained upon application at the Company's office. (21, 96, 241, 297)
table-row: Cucumbers 3d to 6d each (951, 588, 1145, 598)
karamu-body: Auckland, January 18. The steamer Karamu arrived at Auckland this morning with an exciting story of her experiences during a hurricane met with on the way from Westport to Suva. The Karamu left Westport on December 5, and when 220 miles due south of Cape Wellington the vessel had to heave-to in an easterly gale. She was then directed back to the north, and suffered a heavy sea for thirty-six hours. It was then that the hurricane came down in full force. On Sunday, December 9, the centre of the trouble passed the ship after five hours of exceptionally terrific weather. The crew of the Karamu state that never in their experience of the sea have they been in such a storm. For hours the ship was tossed about, sometimes in chasms of water with gigantic waves walling her in, while in the next minute the ship was hovering on the crest of a mountain of boiling sea. The stokehold was knee-deep in water, and everything movable was flung across the cabins. A ladderway was snapped in two by a big wave, but beyond this and a few insignificant mishaps the vessel escaped without damage. (735, 471, 932, 728)
troops-title: TROOPS! (75, 1152, 187, 1180)
table-row: Factory 1 4 (951, 799, 1145, 809)
column-pensions (1158, 43, 1374, 1933)
rowe-address: KING and BROUGHAM STREETS, NEW PLYMOUTH. (1522, 984, 1740, 994)
